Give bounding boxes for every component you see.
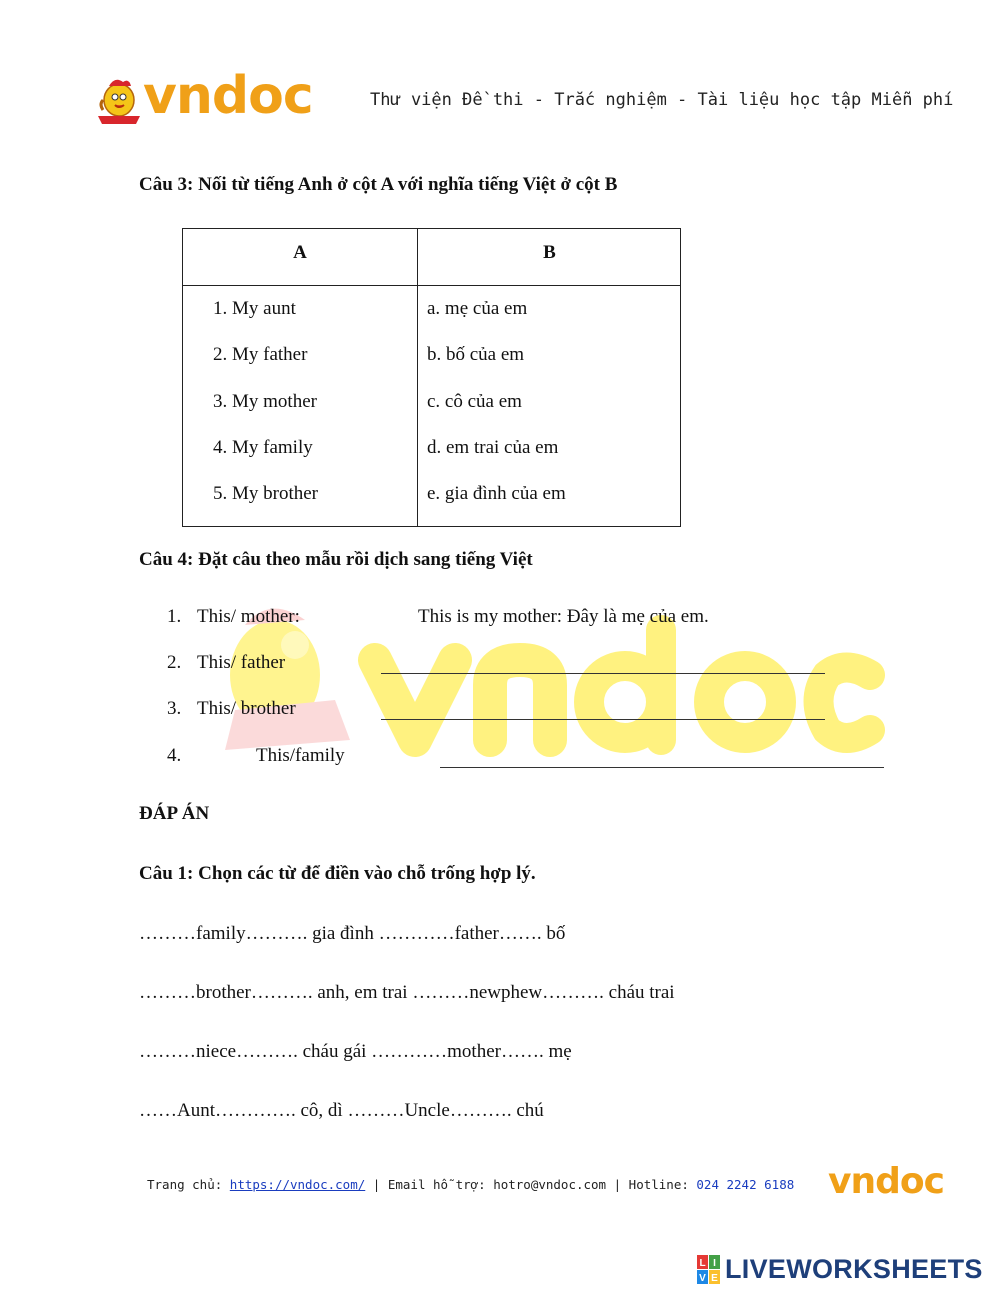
question3-title: Câu 3: Nối từ tiếng Anh ở cột A với nghĩa tiếng Việt ở cột B bbox=[139, 174, 618, 195]
badge-letter: L bbox=[699, 1258, 706, 1269]
liveworksheets-badge-icon bbox=[697, 1255, 721, 1285]
answers-heading: ĐÁP ÁN bbox=[139, 803, 210, 824]
column-a-header: A bbox=[293, 242, 307, 263]
footer-info bbox=[147, 1177, 794, 1192]
badge-letter: E bbox=[711, 1273, 718, 1284]
header-logo bbox=[95, 66, 313, 132]
answer-blank-line[interactable] bbox=[440, 767, 884, 768]
item-number: 3. bbox=[167, 698, 182, 719]
answers-q1-title: Câu 1: Chọn các từ để điền vào chỗ trống hợp lý. bbox=[139, 863, 536, 884]
header-tagline: Thư viện Đề thi - Trắc nghiệm - Tài liệu học tập Miễn phí bbox=[370, 90, 954, 110]
answer-line: ………family………. gia đình …………father……. bố bbox=[139, 923, 566, 944]
item-prompt: This/family bbox=[256, 745, 345, 766]
matching-table bbox=[182, 228, 681, 527]
column-b-item: c. cô của em bbox=[427, 391, 522, 412]
column-b-item: b. bố của em bbox=[427, 344, 525, 365]
footer-hotline: 024 2242 6188 bbox=[696, 1177, 795, 1192]
example-answer: This is my mother: Đây là mẹ của em. bbox=[418, 606, 709, 627]
footer-home-label: Trang chủ: bbox=[147, 1177, 230, 1192]
item-number: 2. bbox=[167, 652, 182, 673]
badge-letter: I bbox=[713, 1258, 716, 1269]
column-b-item: d. em trai của em bbox=[427, 437, 559, 458]
answer-line: ………niece………. cháu gái …………mother……. mẹ bbox=[139, 1041, 572, 1062]
answer-line: ……Aunt…………. cô, dì ………Uncle………. chú bbox=[139, 1100, 544, 1121]
header-logo-text: vndoc bbox=[143, 66, 313, 126]
column-a-item: 2. My father bbox=[213, 344, 308, 365]
answer-blank-line[interactable] bbox=[381, 719, 825, 720]
table-column-divider bbox=[417, 229, 418, 526]
column-a-item: 4. My family bbox=[213, 437, 313, 458]
liveworksheets-text: LIVEWORKSHEETS bbox=[725, 1254, 983, 1284]
table-header-divider bbox=[183, 285, 680, 286]
footer-logo: vndoc bbox=[828, 1161, 944, 1202]
footer-home-link[interactable]: https://vndoc.com/ bbox=[229, 1177, 366, 1192]
column-a-item: 1. My aunt bbox=[213, 298, 296, 319]
answer-blank-line[interactable] bbox=[381, 673, 825, 674]
item-number: 4. bbox=[167, 745, 182, 766]
item-number: 1. bbox=[167, 606, 182, 627]
item-prompt: This/ mother: bbox=[197, 606, 300, 627]
answer-line: ………brother………. anh, em trai ………newphew………. cháu trai bbox=[139, 982, 675, 1003]
question4-title: Câu 4: Đặt câu theo mẫu rồi dịch sang tiếng Việt bbox=[139, 549, 533, 570]
column-a-item: 3. My mother bbox=[213, 391, 317, 412]
column-b-item: e. gia đình của em bbox=[427, 483, 566, 504]
item-prompt: This/ brother bbox=[197, 698, 296, 719]
column-b-header: B bbox=[543, 242, 556, 263]
item-prompt: This/ father bbox=[197, 652, 286, 673]
badge-letter: V bbox=[699, 1273, 706, 1284]
column-a-item: 5. My brother bbox=[213, 483, 319, 504]
column-b-item: a. mẹ của em bbox=[427, 298, 528, 319]
footer-email: | Email hỗ trợ: hotro@vndoc.com | Hotline: bbox=[365, 1177, 697, 1192]
